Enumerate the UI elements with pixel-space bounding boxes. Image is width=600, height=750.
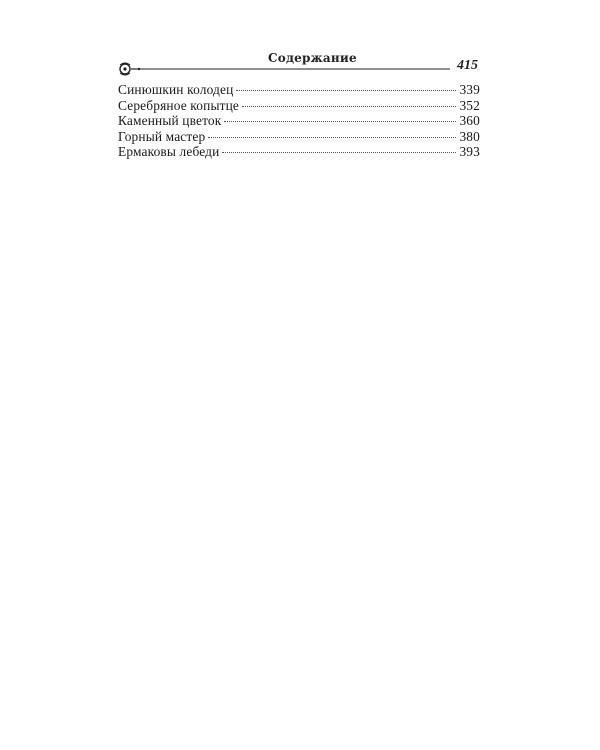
toc-entry-title: Горный мастер [118,128,206,144]
page-number: 415 [457,58,478,73]
toc-entry-page: 393 [459,144,480,159]
ornament-icon [118,62,450,76]
toc-entry-page: 360 [459,113,480,128]
toc-entry-page: 380 [459,128,480,144]
dot-leader [222,152,456,153]
toc-entry [118,82,480,98]
toc-entry-page: 352 [459,97,480,113]
toc-entry [118,98,480,114]
toc-entry-title: Серебряное копытце [118,97,240,113]
dot-leader [208,137,456,138]
table-of-contents [118,82,480,160]
running-title: Содержание [268,51,357,65]
dot-leader [236,90,456,91]
toc-entry [118,144,480,160]
running-head [118,50,480,80]
toc-entry-title: Каменный цветок [118,113,222,128]
toc-entry-title: Ермаковы лебеди [118,144,220,159]
toc-entry [118,113,480,129]
dot-leader [224,121,456,122]
toc-entry-page: 339 [459,82,480,97]
dot-leader [242,106,456,107]
toc-entry-title: Синюшкин колодец [118,82,234,97]
toc-entry [118,129,480,145]
